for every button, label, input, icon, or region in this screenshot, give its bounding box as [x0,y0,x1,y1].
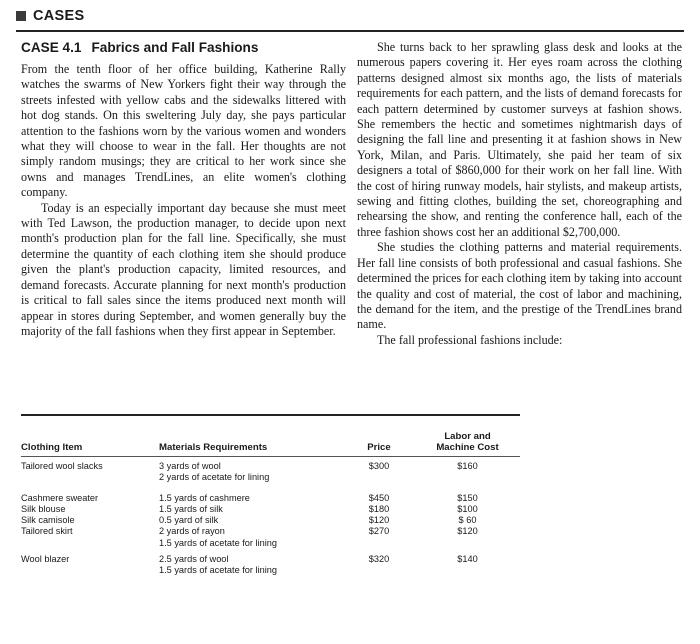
table-body [21,457,520,577]
section-header [16,8,84,24]
paragraph: She studies the clothing patterns and material requirements. Her fall line consists of both professional and casual fashions. She determined the prices for each clothing item by taking into account the quality and cost of material, the cost of labor and machining, the demand for the item, and the prestige of the TrendLines brand name. [357,240,682,332]
table-row [21,526,520,549]
cell-price: $450 [368,492,390,503]
header-price: Price [367,442,391,453]
cell-materials [159,504,343,515]
cell-materials [159,554,343,577]
cell-clothing-item: Silk blouse [21,503,66,514]
paragraph: From the tenth floor of her office building, Katherine Rally watches the swarms of New Yorkers fight their way through the streets infested with yellow cabs and the sidewalks littered with hot dog stands. On this sweltering July day, she pays particular attention to the fashions worn by the various women and wonders what they will choose to wear in the fall. Her thoughts are not simply random musings; they are critical to her work since she owns and manages TrendLines, an elite women's clothing company. [21,62,346,200]
table-header [21,416,520,456]
section-title: CASES [33,8,85,24]
cell-clothing-item: Wool blazer [21,554,70,565]
cell-price: $120 [368,515,390,526]
cell-labor-cost: $160 [457,461,478,471]
table-row [21,504,520,515]
material-line: 2 yards of acetate for lining [159,472,270,483]
header-rule [16,30,684,32]
materials-table [21,414,520,582]
case-number: CASE 4.1 [21,40,82,55]
table-row [21,554,520,577]
cell-clothing-item: Cashmere sweater [21,492,99,503]
table-row [21,461,520,484]
paragraph: She turns back to her sprawling glass desk and looks at the numerous papers covering it. Her eyes roam across the clothing patterns designed almost six months ago, the lists of materials requirements for each pattern, and the lists of demand forecasts for each pattern determined by customer surveys at fashion shows. She remembers the hectic and sometimes nightmarish days of designing the fall line and presenting it at fashion shows in New York, Milan, and Paris. Ultimately, she paid her team of six designers a total of $860,000 for their work on her fall line. With the cost of hiring runway models, hair stylists, and makeup artists, sewing and fitting clothes, building the set, choreographing and rehearsing the show, and renting the conference hall, each of the three fashion shows cost her an additional $2,700,000. [357,40,682,239]
header-materials: Materials Requirements [159,442,268,453]
cell-price: $300 [368,461,390,471]
header-clothing-item: Clothing Item [21,442,83,453]
table-row [21,493,520,504]
cell-labor-cost: $140 [457,554,478,565]
cell-materials [159,526,343,549]
material-line: 1.5 yards of cashmere [159,492,250,503]
cell-labor-cost: $150 [457,492,478,503]
cell-materials [159,461,343,484]
left-column [21,40,346,339]
paragraph: Today is an especially important day because she must meet with Ted Lawson, the production manager, to decide upon next month's production plan for the fall line. Specifically, she must determine the quantity of each clothing item she should produce given the plant's production capacity, limited resources, and demand forecasts. Accurate planning for next month's production is critical to fall sales since the items produced next month will appear in stores during September, and women generally buy the majority of the fall fashions when they first appear in September. [21,200,346,338]
cell-labor-cost: $120 [457,526,478,537]
material-line: 2 yards of rayon [159,526,225,537]
material-line: 1.5 yards of silk [159,503,223,514]
cell-materials [159,515,343,526]
cell-labor-cost: $100 [457,503,478,514]
paragraph: The fall professional fashions include: [377,332,563,347]
material-line: 0.5 yard of silk [159,515,219,526]
cell-labor-cost: $ 60 [458,515,477,526]
table-row [21,515,520,526]
header-labor-cost-line1: Labor and [444,431,491,442]
material-line: 1.5 yards of acetate for lining [159,537,277,548]
section-marker-icon [16,11,26,21]
cell-clothing-item: Tailored skirt [21,526,73,537]
material-line: 1.5 yards of acetate for lining [159,565,277,576]
cell-price: $320 [368,554,390,565]
material-line: 2.5 yards of wool [159,554,229,565]
header-labor-cost-line2: Machine Cost [436,442,499,453]
cell-price: $270 [368,526,390,537]
right-column [357,40,682,348]
case-name: Fabrics and Fall Fashions [91,40,259,55]
material-line: 3 yards of wool [159,461,221,471]
cell-clothing-item: Tailored wool slacks [21,461,103,471]
cell-materials [159,493,343,504]
cell-price: $180 [368,503,390,514]
cell-clothing-item: Silk camisole [21,515,75,526]
case-title [21,40,346,56]
header-labor-cost [415,431,520,453]
